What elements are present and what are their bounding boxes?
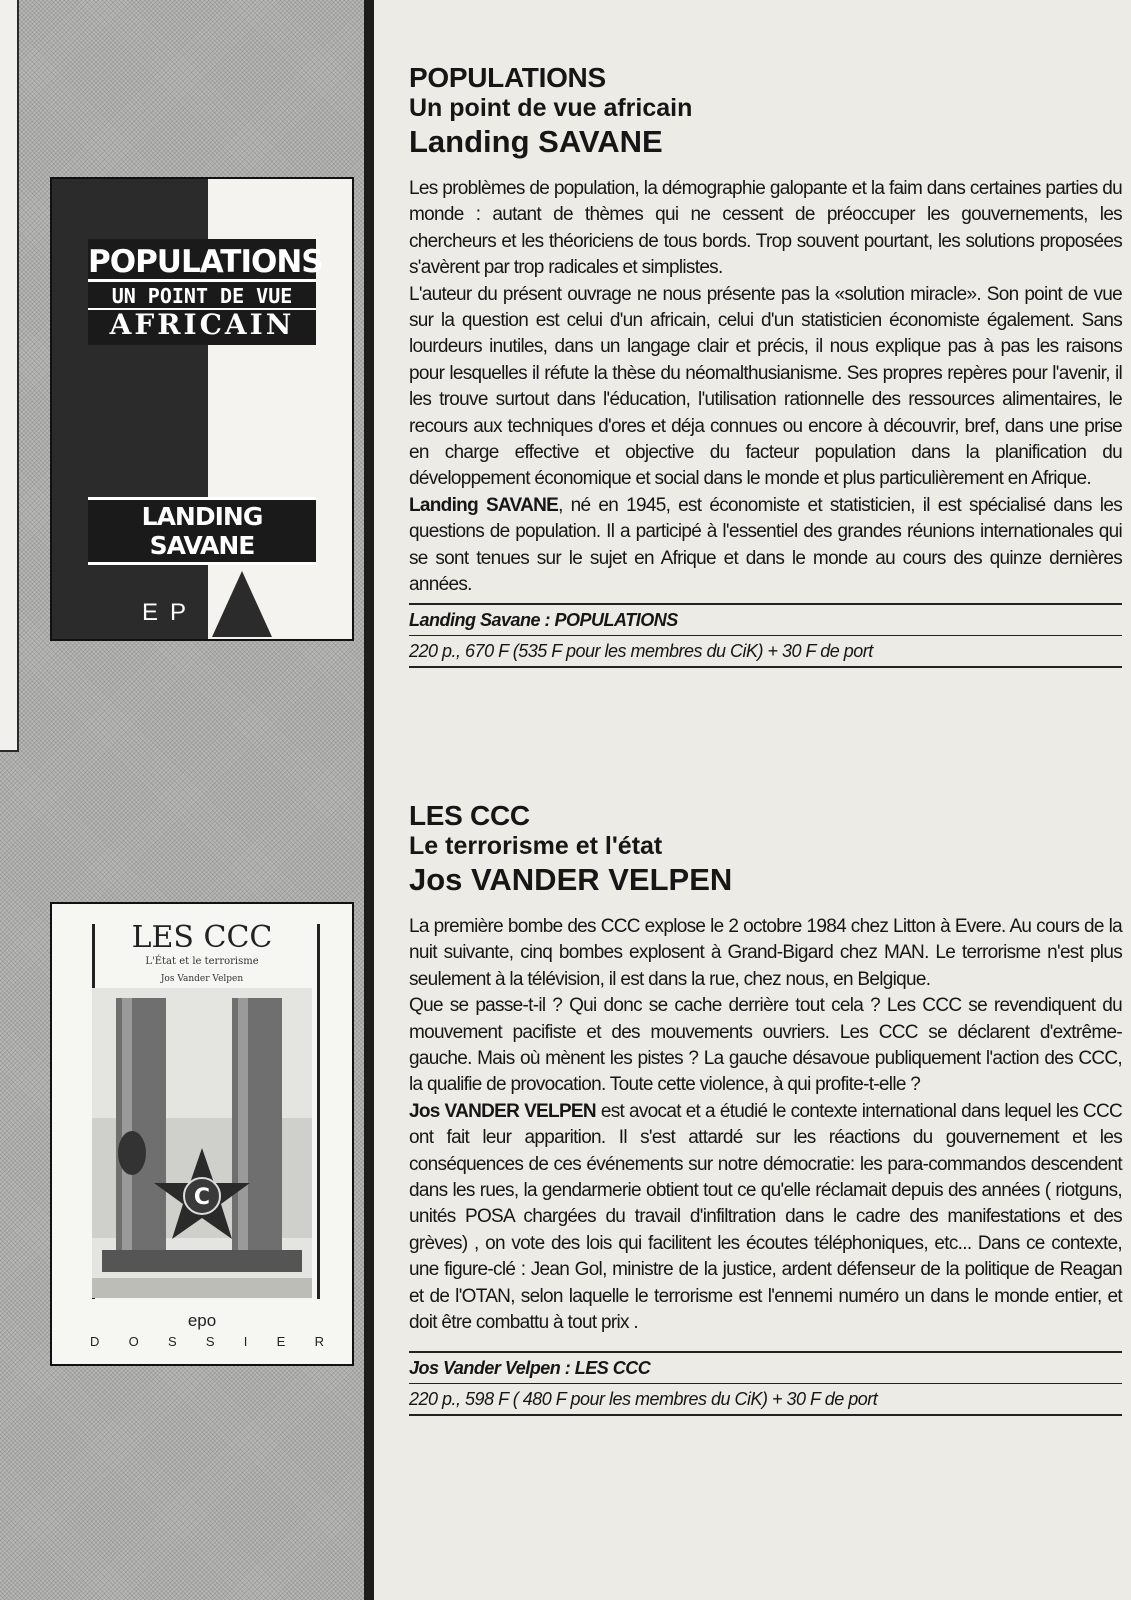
article-body: [409, 914, 1122, 1337]
bio-paragraph: [409, 1099, 1122, 1337]
cover-series: [90, 1334, 324, 1349]
cover-title-line1: POPULATIONS: [88, 244, 323, 280]
series-letter: D: [90, 1334, 100, 1349]
cover-author: Jos Vander Velpen: [160, 974, 244, 984]
cover-publisher: epo: [187, 1311, 217, 1330]
article-heading: POPULATIONS: [409, 62, 606, 93]
article-les-ccc: [409, 800, 1122, 1416]
article-body: [409, 176, 1122, 599]
article-author: Jos VANDER VELPEN: [409, 862, 733, 897]
reference-title: Jos Vander Velpen : LES CCC: [409, 1353, 1122, 1384]
reference-price: 220 p., 670 F (535 F pour les membres du CiK) + 30 F de port: [409, 640, 873, 661]
cover-title-block: [88, 239, 323, 345]
cover-subtitle: L'État et le terrorisme: [145, 956, 259, 967]
book-reference: [409, 1351, 1122, 1416]
cover-title-line2: UN POINT DE VUE: [88, 282, 316, 310]
bio-name: Landing SAVANE: [409, 494, 559, 516]
paragraph: Les problèmes de population, la démographie galopante et la faim dans certaines parties du monde : autant de thèmes qui ne cessent de préoccuper les gouvernements, les chercheurs et les théoriciens de tous bords. Trop souvent pourtant, les solutions proposées s'avèrent par trop radicales et simplistes.: [409, 178, 1122, 279]
series-letter: S: [205, 1334, 215, 1349]
bio-text: est avocat et a étudié le contexte international dans lequel les CCC ont fait leur apparition. Il s'est attardé sur les réactions du gouvernement et les conséquences de ces événements sur notre démocratie: les para-commandos descendent dans les rues, la gendarmerie obtient tout ce qu'elle réclamait depuis des années ( riotguns, unités POSA chargées du travail d'infiltration dans le cadre des manifestations et des grèves) , on vote des lois qui facilitent les écoutes téléphoniques, etc... Dans ce contexte, une figure-clé : Jean Gol, ministre de la justice, ardent défenseur de la politique de Reagan et de l'OTAN, selon laquelle le terrorisme est l'ennemi numéro un dans le monde entier, et doit être combattu à tout prix .: [409, 1100, 1122, 1334]
book-cover-populations: [50, 177, 354, 641]
column-divider: [364, 0, 374, 1600]
cover-emblem-letter: C: [193, 1185, 211, 1210]
bio-text: , né en 1945, est économiste et statisticien, il est spécialisé dans les questions de population. Il a participé à l'essentiel des grandes réunions internationales qui se sont tenues sur le sujet en Afrique et dans le monde au cours des quinze dernières années.: [409, 494, 1122, 596]
paragraph: La première bombe des CCC explose le 2 octobre 1984 chez Litton à Evere. Au cours de la nuit suivante, cinq bombes explosent à Grand-Bigard chez MAN. Le terrorisme n'est plus seulement à la télévision, il est dans la rue, chez nous, en Belgique.: [409, 916, 1122, 990]
article-author: Landing SAVANE: [409, 124, 663, 159]
article-subtitle: Le terrorisme et l'état: [409, 832, 663, 860]
paragraph: L'auteur du présent ouvrage ne nous présente pas la «solution miracle». Son point de vue sur la question est celui d'un africain, celui d'un statisticien économiste également. Sans lourdeurs inutiles, dans un langage clair et précis, il nous explique pas à pas les raisons pour lesquelles il réfute la thèse du néomalthusianisme. Ses propres repères pour l'avenir, il les trouve surtout dans l'éducation, l'utilisation rationnelle des ressources alimentaires, le recours aux techniques d'ores et déja connues ou encore à découvrir, bref, dans une prise en charge effective et objective du facteur population dans la planification du développement économique et social dans le monde et plus particulièrement en Afrique.: [409, 283, 1122, 490]
publisher-triangle-icon: [212, 571, 272, 637]
bio-paragraph: [409, 493, 1122, 599]
book-cover-les-ccc: [50, 902, 354, 1366]
reference-title: Landing Savane : POPULATIONS: [409, 605, 1122, 636]
article-subtitle: Un point de vue africain: [409, 94, 693, 122]
series-letter: I: [243, 1334, 248, 1349]
sidebar-sheet: [0, 0, 19, 752]
series-letter: R: [314, 1334, 324, 1349]
cover-title: LES CCC: [131, 920, 273, 955]
reference-price: 220 p., 598 F ( 480 F pour les membres du CiK) + 30 F de port: [409, 1388, 878, 1409]
paragraph: Que se passe-t-il ? Qui donc se cache derrière tout cela ? Les CCC se revendiquent du mouvement pacifiste et des mouvements ouvriers. Les CCC se déclarent d'extrême-gauche. Mais où mènent les pistes ? La gauche désavoue publiquement l'action des CCC, la qualifie de provocation. Toute cette violence, à qui profite-t-elle ?: [409, 995, 1122, 1096]
book-reference: [409, 603, 1122, 668]
series-letter: E: [276, 1334, 286, 1349]
cover-publisher: EP: [142, 599, 199, 626]
article-heading: LES CCC: [409, 800, 530, 831]
cover-title-line3: AFRICAIN: [109, 308, 295, 341]
article-populations: [409, 62, 1122, 668]
series-letter: S: [167, 1334, 177, 1349]
series-letter: O: [128, 1334, 139, 1349]
cover-illustration: [92, 988, 312, 1298]
bio-name: Jos VANDER VELPEN: [409, 1100, 596, 1122]
cover-author: LANDING SAVANE: [88, 497, 316, 565]
